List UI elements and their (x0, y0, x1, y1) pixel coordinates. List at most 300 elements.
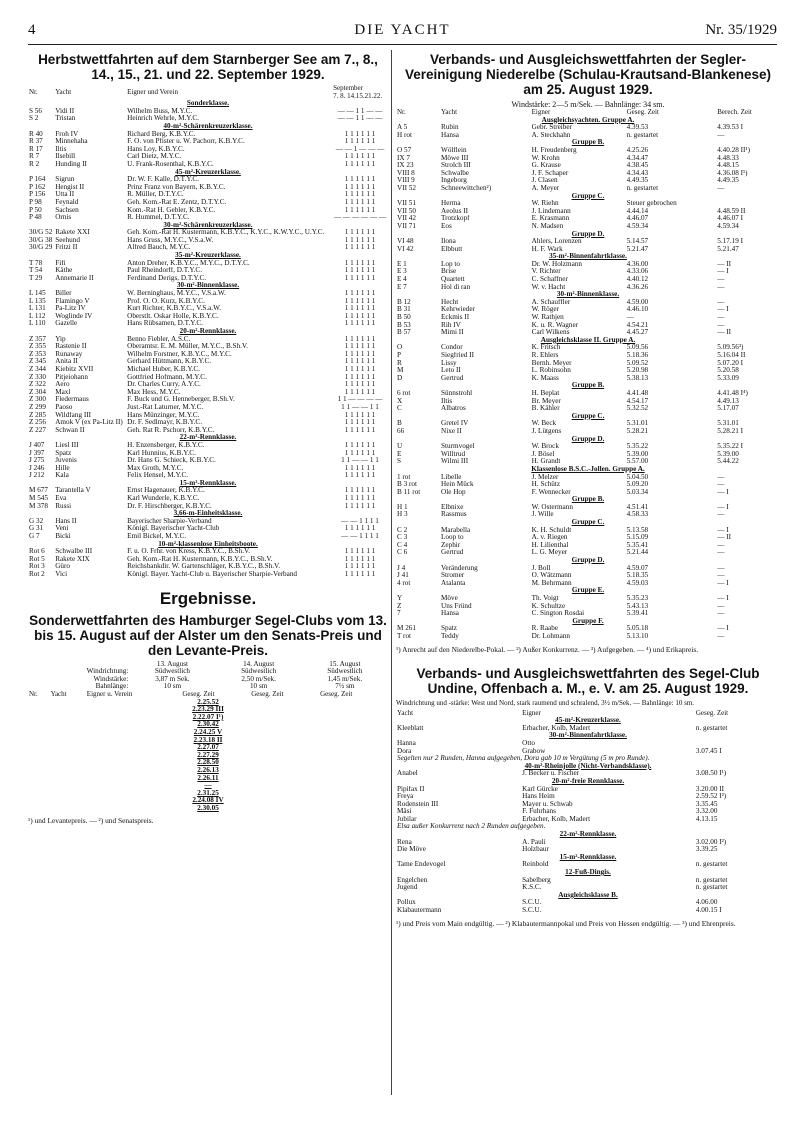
cell-o: R. Ehlers (531, 352, 559, 359)
cell-y: Kiebitz XVII (55, 365, 94, 373)
cell-o: Karl Hunnius, K.B.Y.C. (127, 449, 196, 457)
cell-r: 1 1 1 1 1 1 (344, 495, 376, 503)
table-row (396, 565, 780, 573)
class-heading-row (28, 744, 388, 752)
cell-b: — II (717, 534, 732, 542)
cell-b: 5.09.56³) (717, 344, 744, 352)
cell-n: 6 rot (397, 389, 411, 397)
cell-b: — (717, 314, 725, 322)
class-heading: Gruppe C. (571, 519, 605, 527)
cell-n: C 4 (397, 541, 408, 549)
class-heading: 40-m²-Rheinjolle (Nicht-Verbandsklasse). (524, 762, 652, 770)
cell-y: Ingeborg (441, 177, 467, 185)
class-heading-row (28, 100, 388, 108)
cell-n: P 156 (29, 191, 46, 199)
cell-t: 4.06.00 (695, 899, 718, 907)
cell-n: O 57 (397, 146, 412, 154)
cell-b: 5.17.19 I (717, 238, 744, 246)
cell-y: Bicki (55, 533, 71, 541)
cell-t: 4.00.15 I (695, 907, 722, 914)
class-heading: — (204, 782, 212, 790)
table-row (28, 404, 388, 412)
cell-o: Just.-Rat Laturner, M.Y.C. (127, 403, 204, 411)
cell-o: J. Clasen (531, 177, 558, 185)
cell-n: E 3 (397, 268, 407, 276)
cell-y: Nixe II (441, 427, 462, 435)
cell-o: H. Lilienthal (531, 541, 569, 549)
cell-b: — I (717, 488, 729, 496)
table-row (28, 131, 388, 139)
class-heading: 22-m²-Rennklasse. (559, 831, 617, 839)
cell-r: 1 1 1 1 1 1 (344, 312, 376, 320)
table-row (396, 162, 780, 170)
cell-r: 1 1 1 1 1 1 (344, 160, 376, 168)
cell-r: 1 1 1 1 1 1 (344, 419, 376, 427)
table-row (396, 861, 780, 869)
class-heading-row (396, 253, 780, 261)
cell-n: C 2 (397, 526, 408, 534)
table-row (28, 442, 388, 450)
cell-b: — (717, 276, 725, 284)
cell-o: W. Riehn (531, 200, 559, 208)
cell-y: Gretel IV (441, 420, 469, 428)
cell-n: VII 42 (397, 215, 416, 223)
cell-y: Pollux (397, 899, 416, 907)
hamburg-table: Nr. Yacht Eigner u. Verein Geseg. Zeit Geseg. Zeit Geseg. Zeit 2.25.52 2.23.29 III 2.22.07 I¹) 2.30.42 2.24.25 V 2.23.18 II 2.27.07 2.27.29 2.28.50 2.26.13 2.26.11 — 2.31.25 2.24.08 IV 2.30.05 (28, 691, 388, 813)
class-heading-row (396, 854, 780, 862)
cell-o: Bayerischer Sharpie-Verband (127, 517, 212, 525)
cell-r: 1 1 1 1 1 1 (344, 274, 376, 282)
table-row (28, 138, 388, 146)
cell-y: Quartett (441, 276, 465, 284)
cell-t: 5.14.57 (626, 238, 649, 246)
cell-y: Atalanta (441, 579, 466, 587)
cell-y: Ilona (441, 238, 456, 246)
table-row (28, 487, 388, 495)
cell-n: S 56 (29, 107, 42, 115)
cell-o: Emil Bickel, M.Y.C. (127, 533, 187, 541)
class-heading: 20-m²-Rennklasse. (179, 328, 237, 335)
cell-y: Uns Fründ (441, 602, 472, 610)
cell-o: U. Frank-Rosenthal, K.B.Y.C. (127, 160, 214, 168)
cell-o: G. Krause (531, 162, 561, 170)
cell-o: K.S.C. (522, 884, 542, 892)
cell-r: 1 1 1 1 1 1 (344, 441, 376, 449)
cell-r: 1 1 — — 1 1 (341, 403, 379, 411)
table-row (28, 457, 388, 465)
col-yacht: Yacht (55, 87, 72, 96)
cell-r: — — — — — — (333, 214, 387, 222)
cell-y: Rih IV (441, 321, 461, 329)
cell-n: IX 23 (397, 162, 414, 170)
class-heading-row (396, 717, 780, 725)
table-row (28, 146, 388, 154)
cell-t: 2.59.52 I²) (695, 793, 727, 801)
table-row (396, 504, 780, 512)
hamburg-rows (28, 699, 388, 813)
cell-b: — I (717, 268, 729, 276)
cell-y: Eckmis II (441, 314, 470, 322)
cell-r: 1 1 1 1 1 1 (344, 343, 376, 351)
cell-y: Kleeblatt (397, 724, 424, 732)
table-row (28, 320, 388, 328)
table-row (396, 542, 780, 550)
cell-y: Elbbutt (441, 245, 463, 253)
column-divider (391, 50, 392, 1095)
class-heading-row (396, 193, 780, 201)
cell-t: 5.04.50 (626, 473, 649, 481)
cell-n: P 50 (29, 206, 42, 214)
cell-o: J. Lindemann (531, 207, 571, 215)
table-row (396, 740, 780, 748)
cell-n: 30/G 29 (29, 244, 53, 252)
cell-t: 4.46.07 (626, 215, 649, 223)
cell-t: n. gestartet (695, 861, 728, 869)
table-row (396, 770, 780, 778)
cell-t: 5.35.41 (626, 541, 649, 549)
class-heading: 10-m²-klassenlose Einheitsboote. (158, 540, 258, 548)
cell-o: L. Robinsohn (531, 367, 571, 375)
class-heading: 20-m²-freie Rennklasse. (551, 777, 625, 785)
cell-n: Z 300 (29, 396, 46, 404)
cell-o: C. Sington Rosdai (531, 610, 585, 618)
cell-b: — (717, 481, 725, 489)
table-row (28, 199, 388, 207)
cell-b: — (717, 564, 725, 572)
table-row (28, 115, 388, 123)
table-row (396, 299, 780, 307)
cell-y: Utta II (55, 191, 75, 199)
class-heading: 2.25.52 (197, 698, 219, 706)
cell-n: Rot 2 (29, 571, 45, 578)
cell-o: A. v. Riegen (531, 534, 568, 542)
right-column (396, 50, 780, 928)
cell-y: Rassmus (441, 511, 467, 519)
class-heading-row (396, 466, 780, 474)
cell-o: A. Pauli (522, 838, 546, 846)
cell-t: 4.59.34 (626, 222, 649, 230)
cell-o: S.C.U. (522, 899, 542, 907)
table-row (396, 185, 780, 193)
cell-t: 5.28.21 (626, 427, 649, 435)
cell-b: — I (717, 526, 729, 534)
page-number: 4 (28, 22, 36, 38)
cell-y: Wölflein (441, 146, 467, 154)
cell-t: 5.35.23 (626, 595, 649, 602)
cell-y: Aero (55, 381, 70, 389)
cell-n: T 29 (29, 274, 43, 282)
table-row (28, 237, 388, 245)
table-row (28, 176, 388, 184)
cell-n: O (397, 344, 403, 352)
cell-n: T 78 (29, 259, 43, 267)
cell-o: Gottfried Hofmann, M.Y.C. (127, 373, 207, 381)
cell-t: n. gestartet (695, 876, 728, 884)
cell-n: 7 (397, 610, 401, 618)
class-heading-row (396, 763, 780, 771)
class-heading: 35-m²-Kreuzerklasse. (175, 252, 241, 260)
cell-o: W. Röger (531, 306, 559, 314)
ergebnisse-heading: Ergebnisse. (159, 588, 257, 608)
cell-o: Holzbaur (522, 846, 549, 854)
cell-t: 5.13.10 (626, 632, 649, 640)
table-row (396, 375, 780, 383)
undine-rows (396, 717, 780, 914)
table-row (28, 525, 388, 533)
cell-y: Brise (441, 268, 457, 276)
cell-t: 4.13.15 (695, 815, 718, 823)
cell-o: K. Maass (531, 374, 559, 382)
cell-y: Jubilar (397, 815, 417, 823)
cell-r: 1 1 1 1 1 1 (344, 229, 376, 237)
cell-y: Biller (55, 290, 72, 298)
cell-r: 1 1 1 1 1 1 (344, 183, 376, 191)
cell-n: VIII 8 (397, 169, 415, 177)
cell-y: Juvenis (55, 457, 77, 465)
cell-o: Carl Dietz, M.Y.C. (127, 153, 182, 161)
cell-r: 1 1 1 1 1 1 (344, 206, 376, 214)
cell-r: 1 1 1 1 1 1 (344, 350, 376, 358)
hamburg-footnote: ¹) und Levantepreis. — ²) und Senatspreis. (28, 816, 154, 826)
cell-o: W. Beck (531, 420, 557, 428)
cell-y: Loop to (441, 534, 464, 542)
cell-o: Kom.-Rat H. Gebler, K.B.Y.C. (127, 206, 216, 214)
cell-r: 1 1 1 1 1 1 (344, 267, 376, 275)
cell-n: J 212 (29, 472, 45, 480)
cell-y: Hecht (441, 298, 459, 306)
class-heading-row (396, 382, 780, 390)
table-row (396, 549, 780, 557)
cell-y: Siegfried II (441, 352, 474, 359)
cell-t: 5.39.41 (626, 610, 649, 618)
table-row (396, 238, 780, 246)
niederelbe-table: Nr. Yacht Eigner Geseg. Zeit Berech. Zeit Ausgleichsyachten. Gruppe A. A 5 Rubin Gebr. Streiber 4.39.53 4.39.53 I H rot Hansa A. Steckhahn n. gestartet — Gruppe B. O 57 Wölflein H. Freudenberg 4.25.26 4.40.28 II¹) IX 7 Möwe III W. Krohn 4.34.47 4.48.33 IX 23 Strolch III G. Krause 4.38.45 4.48.15 VIII 8 Schwalbe J. F. Schaper 4.34.43 4.36.08 I¹) VIII 9 Ingeborg J. Clasen 4.49.35 4.49.35 VII 52 Schneewittchen²) A. Meyer n. gestartet — Gruppe C. VII 51 Herma W. Riehn Steuer gebrochen VII 50 Aeolus II J. Lindemann 4.44.14 4.48.59 II VII 42 Trotzkopf E. Krasmann 4.46.07 4.46.07 I VII 71 Eos N. Madsen 4.59.34 4.59.34 Gruppe D. VI 48 Ilona Ahlers, Lorenzen 5.14.57 5.17.19 I VI 42 Elbbutt H. F. Wark 5.21.47 5.21.47 35-m²-Binnenfahrtklasse. E 1 Lop to Dr. W. Holzmann 4.36.00 — II E 3 Brise V. Richter 4.33.06 — I E 4 Quartett C. Schaffner 4.40.12 — E 7 Hol di ran W. v. Hacht 4.36.26 — 30-m²-Binnenklasse. B 12 Hecht A. Schauffler 4.59.00 — B 31 Kehrwieder W. Röger 4.46.10 — I B 50 Eckmis II W. Rathjen — — B 53 Rih IV K. u. R. Wagner 4.54.21 — B 57 Mimi II Carl Wilkens 4.45.27 — II Ausgleichsklasse II. Gruppe A. O Condor K. Fritsch 5.09.56 5.09.56³) P Siegfried II R. Ehlers 5.18.36 5.16.04 II R Lissy Bernh. Meyer 5.09.52 5.07.20 I M Leto II L. Robinsohn 5.20.98 5.20.58 D Gertrud K. Maass 5.38.13 5.33.09 Gruppe B. 6 rot Sünnstrohl H. Beplat 4.41.48 4.41.48 I⁴) X Iltis Br. Meyer 4.54.17 4.49.13 C Albatros B. Kähler 5.32.52 5.17.07 Gruppe C. B Gretel IV W. Beck 5.31.01 5.31.01 66 Nixe II J. Lütgens 5.28.21 5.28.21 I Gruppe D. U Sturmvogel W. Brock 5.35.22 5.35.22 I E Willtrud J. Bösel 5.39.00 5.39.00 S Wilmi III H. Grandt 5.57.00 5.44.22 Klassenlose B.S.C.-Jollen. Gruppe A. 1 rot Libelle J. Melzer 5.04.50 — B 3 rot Hein Mück H. Schütz 5.09.20 — B 11 rot Ole Hop F. Wennecker 5.03.34 — I Gruppe B. H 1 Elbnixe W. Ostermann 4.51.41 — I H 3 Rassmus J. Wille 4.58.33 — Gruppe C. C 2 Marabella K. H. Schuldt 5.13.58 — I C 3 Loop to A. v. Riegen 5.15.09 — II C 4 Zephir H. Lilienthal 5.35.41 — C 6 Gertrud L. G. Meyer 5.21.44 — Gruppe D. J 4 Veränderung J. Boll 4.59.07 — J 41 Stromer O. Wätzmann 5.18.35 — 4 rot Atalanta M. Behrmann 4.59.03 — I Gruppe E. Y Möve Th. Voigt 5.35.23 — I Z Uns Fründ K. Schultze 5.43.13 — 7 Hansa C. Sington Rosdai 5.39.41 — Gruppe F. M 261 Spatz R. Raabe 5.05.18 — I T rot Teddy Dr. Lohmann 5.13.10 — (396, 109, 780, 641)
class-heading-row (28, 123, 388, 131)
table-row (28, 548, 388, 556)
table-row (396, 801, 780, 809)
class-heading: Gruppe E. (571, 587, 605, 595)
table-row (396, 877, 780, 885)
cell-y: Rena (397, 838, 412, 846)
cell-n: J 407 (29, 441, 45, 449)
cell-r: 1 1 — — 1 1 (341, 457, 379, 465)
cell-b: 5.35.22 I (717, 443, 744, 451)
cell-t: 5.38.13 (626, 374, 649, 382)
class-heading-row (396, 869, 780, 877)
cell-n: M 261 (397, 625, 416, 633)
cell-o: Anton Dreher, K.B.Y.C., M.Y.C., D.T.Y.C. (127, 259, 250, 267)
class-heading: Gruppe B. (571, 139, 605, 147)
cell-o: B. Kähler (531, 405, 560, 413)
cell-t: n. gestartet (626, 131, 659, 139)
cell-n: Z 256 (29, 419, 46, 427)
cell-t: n. gestartet (695, 884, 728, 892)
cell-o: J. Melzer (531, 473, 559, 481)
cell-y: Flamingo V (55, 297, 90, 305)
cell-n: L 131 (29, 305, 46, 313)
cell-t: 4.33.06 (626, 268, 649, 276)
cell-n: 1 rot (397, 473, 411, 481)
cell-t: — (626, 314, 634, 322)
cell-t: 5.09.56 (626, 344, 649, 352)
cell-y: Rakete XXI (55, 229, 90, 237)
cell-n: 30/G 38 (29, 236, 53, 244)
cell-b: 4.48.15 (717, 162, 739, 170)
note-row (396, 755, 780, 763)
cell-y: Vidi II (55, 107, 75, 115)
class-heading: 30-m²-Binnenfahrtklasse. (549, 732, 627, 740)
cell-t: 4.34.47 (626, 154, 649, 162)
cell-b: 5.39.00 (717, 450, 739, 458)
cell-n: B 53 (397, 321, 411, 329)
class-heading: Gruppe D. (571, 230, 605, 238)
class-heading: Ausgleichsklasse II. Gruppe A. (540, 336, 636, 344)
table-row (396, 816, 780, 824)
cell-n: Z 353 (29, 350, 46, 358)
table-row (396, 580, 780, 588)
cell-t: 3.35.45 (695, 800, 718, 808)
cell-n: X (397, 397, 403, 405)
cell-y: Die Möve (397, 846, 426, 854)
cell-o: Paul Rheindorff, D.T.Y.C. (127, 267, 203, 275)
cell-b (716, 200, 780, 208)
cell-b: 4.36.08 I¹) (717, 169, 748, 177)
table-row (396, 808, 780, 816)
cell-r: — — 1 1 — — (337, 107, 383, 115)
cell-t: 5.09.20 (626, 481, 649, 489)
cell-y: Jugend (397, 884, 418, 892)
cell-t: 4.59.03 (626, 579, 649, 587)
cell-n: T 54 (29, 267, 43, 275)
cell-n: S 2 (29, 115, 39, 123)
cell-o: J. F. Schaper (531, 169, 569, 177)
table-row (396, 428, 780, 436)
cell-t: 4.36.00 (626, 260, 649, 268)
cell-r: 1 1 1 1 1 1 (344, 548, 376, 556)
cell-r: 1 1 1 1 1 1 (344, 502, 376, 510)
cell-t: n. gestartet (626, 184, 659, 192)
class-heading: 2.24.25 V (193, 728, 223, 736)
cell-y: Anabel (397, 770, 418, 778)
table-row (396, 633, 780, 641)
cell-n: VII 71 (397, 222, 416, 230)
class-heading: 3,66-m-Einheitsklasse. (173, 510, 243, 518)
cell-t: 4.51.41 (626, 503, 649, 511)
cell-n: B 12 (397, 298, 411, 306)
cell-o: J. Wille (531, 511, 554, 519)
cell-y: Iltis (441, 397, 453, 405)
cell-y: Fifi (55, 259, 66, 267)
cell-o: Oberstlt. Oskar Holle, K.B.Y.C. (127, 312, 219, 320)
cell-n: L 112 (29, 312, 46, 320)
table-row (28, 161, 388, 169)
cell-y: Gertrud (441, 549, 464, 557)
cell-o: Mayer u. Schwab (522, 800, 573, 808)
table-row (28, 305, 388, 313)
table-row (28, 207, 388, 215)
cell-y: Marabella (441, 526, 471, 534)
cell-o: Karl Wunderle, K.B.Y.C. (127, 495, 200, 503)
class-heading: 22-m²-Rennklasse. (179, 434, 237, 442)
cell-y: Runaway (55, 350, 83, 358)
cell-b: 5.44.22 (717, 458, 739, 466)
cell-y: Pipifax II (397, 785, 425, 793)
class-heading-row (396, 557, 780, 565)
class-heading: 35-m²-Binnenfahrtklasse. (549, 253, 627, 261)
class-heading: 2.31.25 (197, 789, 219, 797)
cell-y: Froh IV (55, 130, 79, 138)
cell-y: Spatz (441, 625, 457, 633)
cell-n: E (397, 450, 402, 458)
cell-o: Reichsbankdir. W. Gartenschläger, K.B.Y.C., B.Sh.V. (127, 563, 281, 571)
niederelbe-rows (396, 117, 780, 641)
cell-o: Hans Rübsamen, D.T.Y.C. (127, 320, 203, 328)
cell-n: L 110 (29, 320, 46, 328)
cell-t: 4.44.14 (626, 207, 649, 215)
table-row (28, 229, 388, 237)
cell-r: 1 1 1 1 1 1 (344, 153, 376, 161)
cell-b: — I (717, 595, 729, 602)
cell-n: P 164 (29, 176, 46, 184)
cell-b: — (717, 511, 725, 519)
cell-r: 1 1 1 1 1 1 (344, 411, 376, 419)
table-row (28, 343, 388, 351)
cell-y: Hille (55, 464, 70, 472)
cell-o: A. Meyer (531, 184, 560, 192)
table-row (396, 595, 780, 603)
cell-t: 3.02.00 I²) (695, 838, 727, 846)
cell-t: 4.46.10 (626, 306, 649, 314)
undine-footnote: ¹) und Preis vom Main endgültig. — ²) Klabautermannpokal und Preis von Hessen endgültig. — ³) und Ehrenpreis. (396, 918, 736, 928)
cell-t: 5.21.47 (626, 245, 649, 253)
cell-r: 1 1 1 1 1 1 (344, 487, 376, 495)
cell-y: Gazelle (55, 320, 78, 328)
cell-r: 1 1 1 1 1 1 (344, 381, 376, 389)
table-row (396, 786, 780, 794)
table-row (28, 153, 388, 161)
cell-t (695, 740, 780, 748)
cell-n: E 1 (397, 260, 407, 268)
cell-t: 4.38.45 (626, 162, 649, 170)
class-heading: 2.30.05 (197, 804, 219, 812)
cell-r: 1 1 1 1 1 1 (344, 259, 376, 267)
cell-b: 4.49.35 (717, 177, 739, 185)
cell-y: Paoso (55, 403, 73, 411)
cell-n: 4 rot (397, 579, 411, 587)
cell-n: B 57 (397, 329, 411, 337)
cell-t: 4.25.26 (626, 146, 649, 154)
class-heading: 2.26.11 (197, 774, 219, 782)
cell-t: 5.32.52 (626, 405, 649, 413)
cell-o: Wilhelm Forstner, K.B.Y.C., M.Y.C. (127, 350, 232, 358)
cell-n: Z 344 (29, 365, 46, 373)
class-heading-row (396, 831, 780, 839)
issue-number: Nr. 35/1929 (705, 22, 777, 38)
cell-t: 5.18.35 (626, 572, 649, 580)
cell-o: Felix Hensel, M.Y.C. (127, 472, 189, 480)
cell-t: 4.54.21 (626, 321, 649, 329)
cell-o: K. Fritsch (531, 344, 561, 352)
cell-o: L. G. Meyer (531, 549, 568, 557)
col-nr: Nr. (29, 87, 38, 96)
class-heading: 2.26.13 (197, 766, 219, 774)
cell-y: Schwan II (55, 426, 85, 434)
table-row (28, 366, 388, 374)
niederelbe-title: Verbands- und Ausgleichswettfahrten der Segler-Vereinigung Niederelbe (Schulau-Krautsand-Blankenese) am 25. August 1929. (404, 52, 772, 97)
class-heading: 12-Fuß-Dingis. (565, 869, 611, 877)
cell-o: Erbacher, Kolb, Madert (522, 815, 591, 823)
cell-y: Veni (55, 525, 69, 533)
